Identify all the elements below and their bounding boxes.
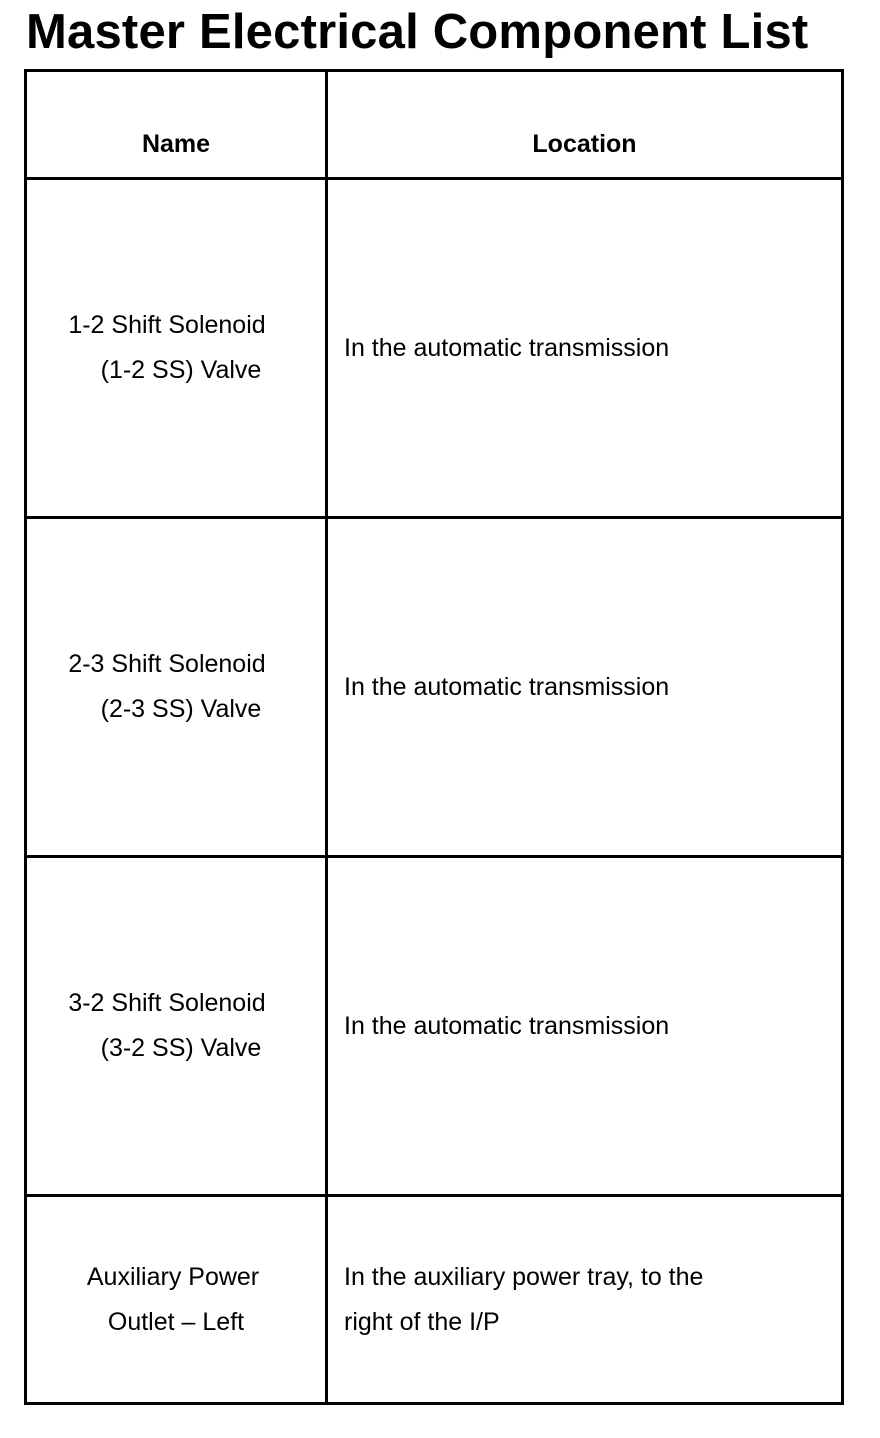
component-table bbox=[24, 69, 844, 1405]
component-name-line: 2-3 Shift Solenoid bbox=[68, 650, 266, 678]
component-name-line: (3-2 SS) Valve bbox=[100, 1034, 262, 1062]
name-cell bbox=[26, 179, 327, 518]
column-header-location: Location bbox=[327, 71, 843, 179]
table-row bbox=[26, 518, 843, 857]
component-name-line: 3-2 Shift Solenoid bbox=[68, 989, 266, 1017]
location-cell: In the automatic transmission bbox=[327, 518, 843, 857]
component-name-line: 1-2 Shift Solenoid bbox=[68, 311, 266, 339]
component-name-line: Auxiliary Power bbox=[86, 1262, 260, 1291]
table-header-row bbox=[26, 71, 843, 179]
location-cell: In the auxiliary power tray, to the right of the I/P bbox=[327, 1196, 843, 1404]
component-name-line: Outlet – Left bbox=[107, 1307, 245, 1336]
table-row bbox=[26, 1196, 843, 1404]
location-cell: In the automatic transmission bbox=[327, 857, 843, 1196]
table-row bbox=[26, 857, 843, 1196]
column-header-name: Name bbox=[26, 71, 327, 179]
name-cell bbox=[26, 1196, 327, 1404]
name-cell bbox=[26, 857, 327, 1196]
component-name-line: (2-3 SS) Valve bbox=[100, 695, 262, 723]
component-name-line: (1-2 SS) Valve bbox=[100, 356, 262, 384]
page-title: Master Electrical Component List bbox=[26, 5, 809, 59]
location-cell: In the automatic transmission bbox=[327, 179, 843, 518]
name-cell bbox=[26, 518, 327, 857]
table-row bbox=[26, 179, 843, 518]
